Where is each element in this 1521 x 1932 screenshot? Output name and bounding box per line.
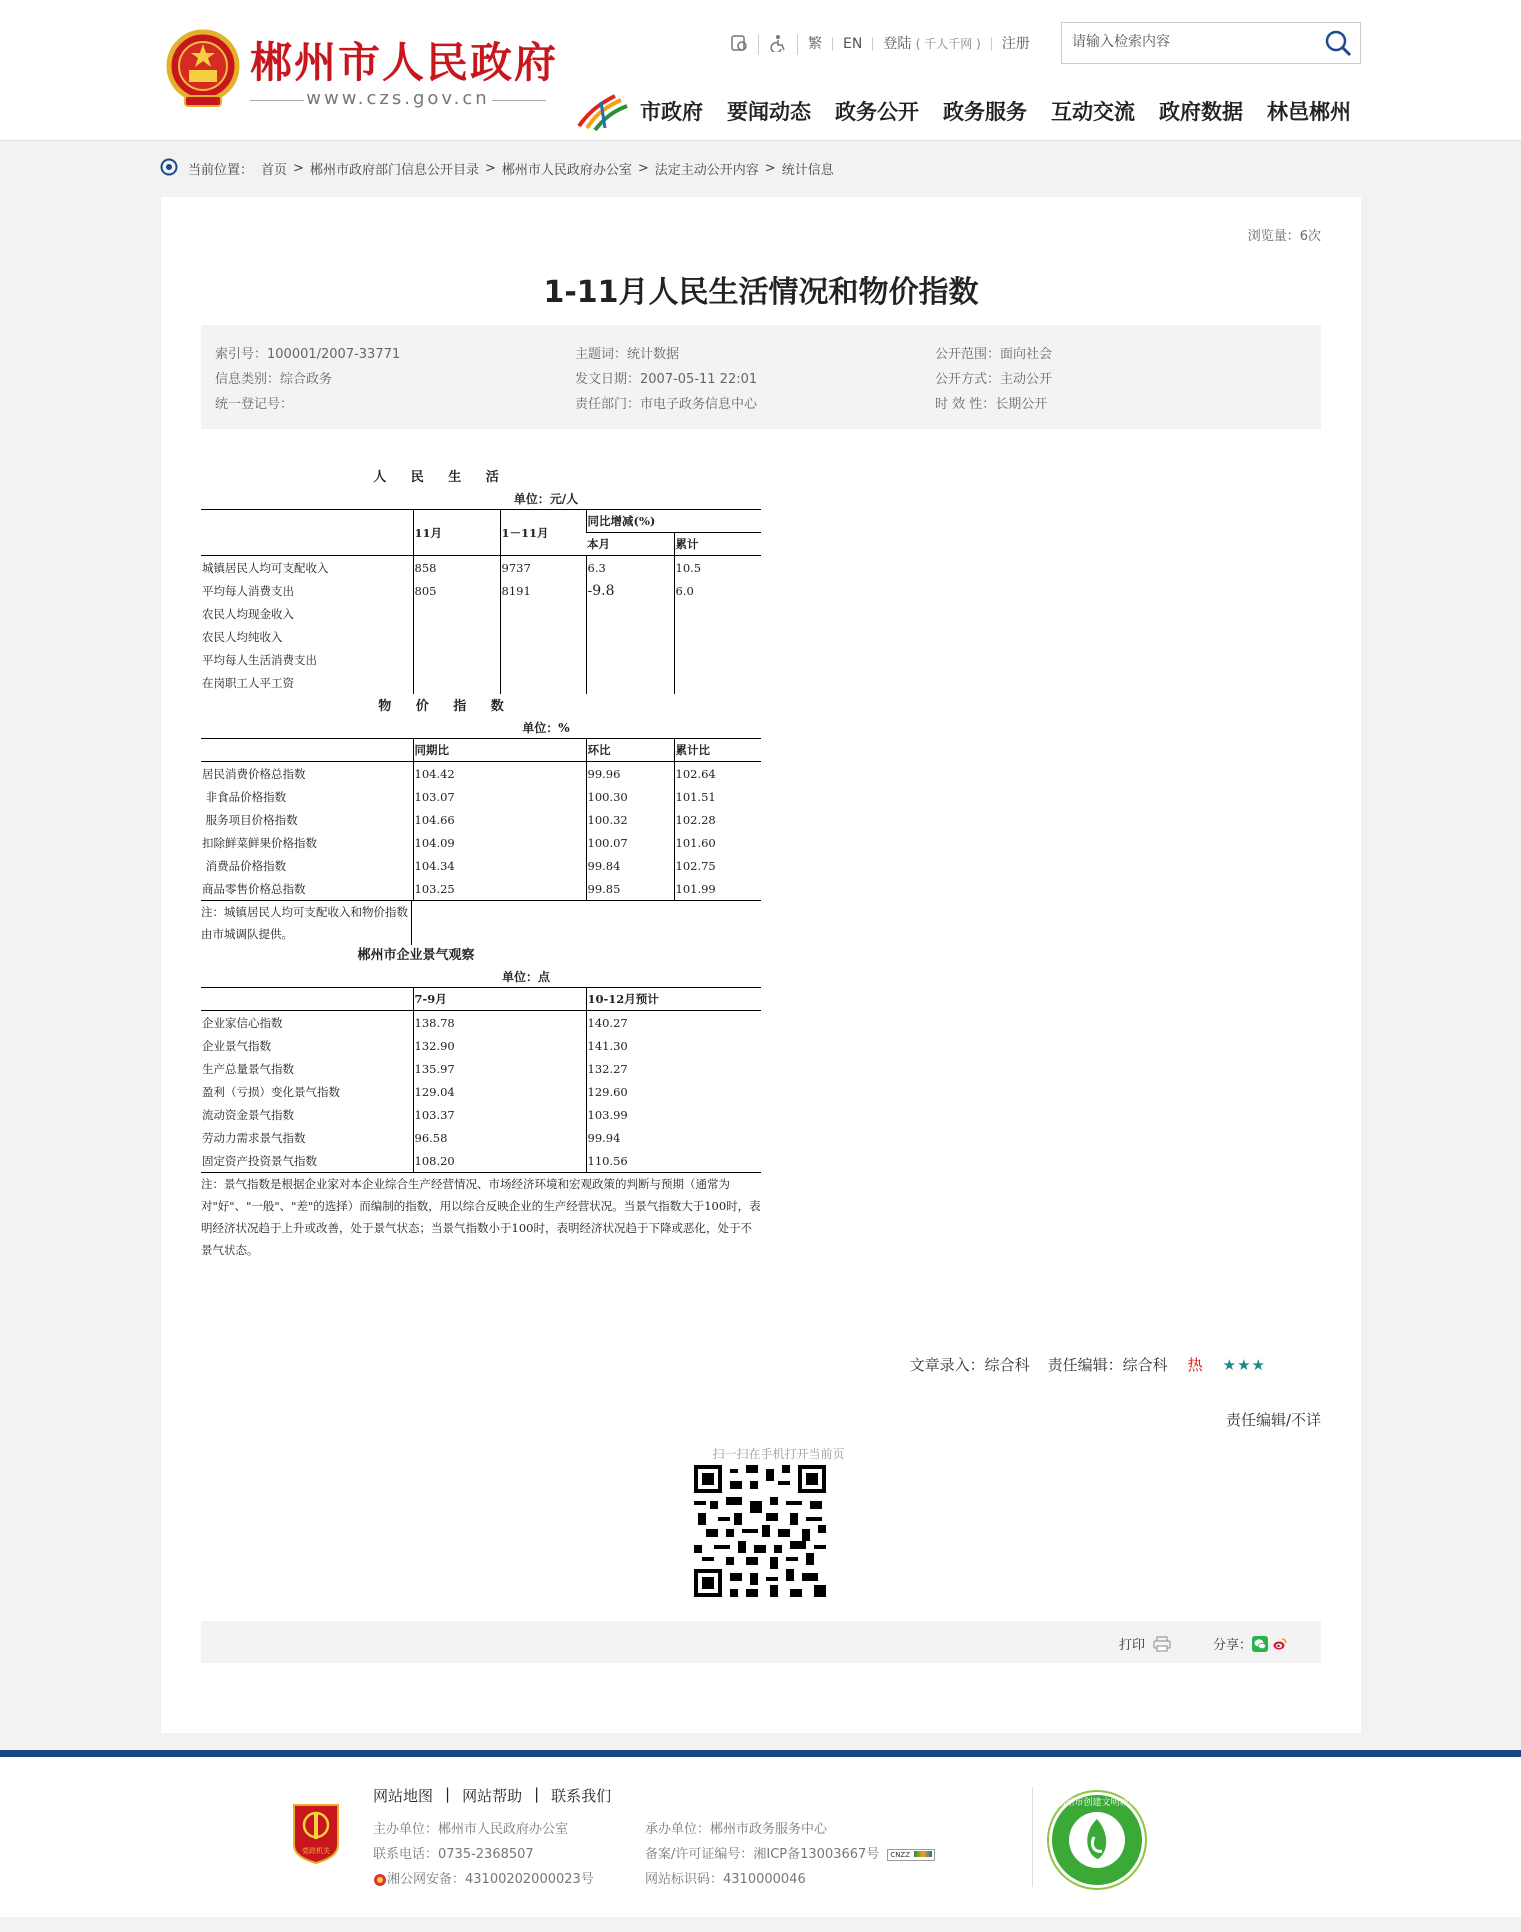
table-header-yoy: 同期比	[413, 739, 586, 762]
table-header-blank	[201, 739, 413, 762]
table-row	[201, 808, 761, 831]
row-label: 商品零售价格总指数	[201, 877, 413, 901]
footer-link-divider: |	[534, 1785, 540, 1803]
cell	[413, 625, 500, 648]
main-nav	[640, 96, 1351, 126]
table-row	[201, 831, 761, 854]
cell: 9737	[500, 556, 586, 580]
footer-undertake: 承办单位：郴州市政务服务中心	[645, 1822, 828, 1837]
cell: 129.60	[586, 1080, 761, 1103]
cell: 104.66	[413, 808, 586, 831]
breadcrumb-home[interactable]: 首页	[261, 162, 288, 178]
footer-link-help[interactable]: 网站帮助	[462, 1787, 523, 1805]
article-entry: 文章录入：综合科	[909, 1356, 1030, 1374]
seal-text: 郴州市创建文明城市	[1056, 1798, 1138, 1808]
cell: 132.27	[586, 1057, 761, 1080]
table-price-index	[201, 738, 761, 901]
table-row	[201, 671, 761, 694]
breadcrumb-separator: >	[293, 160, 304, 176]
nav-item-open-gov[interactable]: 政务公开	[835, 100, 919, 124]
site-url: www.czs.gov.cn	[250, 88, 546, 109]
wechat-icon[interactable]	[1252, 1636, 1268, 1652]
cell: 141.30	[586, 1034, 761, 1057]
cell	[500, 625, 586, 648]
footer-icp	[645, 1842, 935, 1867]
cell: 858	[413, 556, 500, 580]
row-label: 流动资金景气指数	[202, 1107, 294, 1122]
table-row	[201, 1103, 761, 1126]
table-row	[201, 1149, 761, 1173]
meta-category: 信息类别：综合政务	[215, 372, 333, 387]
nav-item-gov-data[interactable]: 政府数据	[1159, 100, 1243, 124]
cell: 100.07	[586, 831, 674, 854]
eye-care-icon	[730, 34, 748, 52]
cell: 140.27	[586, 1011, 761, 1035]
row-label: 在岗职工人平工资	[202, 675, 294, 690]
cell: 103.37	[413, 1103, 586, 1126]
nav-item-services[interactable]: 政务服务	[943, 100, 1027, 124]
cell: 96.58	[413, 1126, 586, 1149]
table-header-month: 11月	[413, 510, 500, 556]
row-label: 居民消费价格总指数	[202, 766, 306, 781]
breadcrumb-separator: >	[637, 160, 649, 176]
cell	[674, 602, 761, 625]
accessibility-link[interactable]	[759, 34, 798, 55]
row-label: 农民人均现金收入	[202, 606, 294, 621]
cell: 100.30	[586, 785, 674, 808]
footer-col-left	[373, 1817, 594, 1892]
row-label: 盈利（亏损）变化景气指数	[202, 1084, 340, 1099]
meta-date: 发文日期：2007-05-11 22:01	[575, 372, 758, 387]
meta-scope: 公开范围：面向社会	[935, 347, 1053, 362]
rating-stars: ★★★	[1222, 1355, 1266, 1374]
table-row	[201, 1057, 761, 1080]
view-count: 浏览量：6次	[1247, 229, 1321, 244]
row-label: 企业家信心指数	[202, 1015, 283, 1030]
cell: 6.0	[674, 579, 761, 602]
cell: 101.99	[674, 877, 761, 901]
table-header-q4-forecast: 10-12月预计	[586, 988, 761, 1011]
cell: 104.34	[413, 854, 586, 877]
cell: 104.09	[413, 831, 586, 854]
english-link[interactable]: EN	[833, 37, 873, 51]
table-price-index-title: 物 价 指 数	[378, 699, 514, 714]
table-row	[201, 648, 761, 671]
meta-validity: 时 效 性：长期公开	[935, 397, 1048, 412]
table-row	[201, 1034, 761, 1057]
table-row	[201, 1126, 761, 1149]
table-header-q3: 7-9月	[413, 988, 586, 1011]
traditional-chinese-link[interactable]: 繁	[798, 37, 833, 51]
cell: 8191	[500, 579, 586, 602]
article-credits	[910, 1354, 1266, 1375]
cell	[413, 648, 500, 671]
login-label[interactable]: 登陆	[883, 36, 912, 52]
cell: 10.5	[674, 556, 761, 580]
cell: 6.3	[586, 556, 674, 580]
footer-link-contact[interactable]: 联系我们	[551, 1787, 612, 1805]
article-responsible-editor: 责任编辑：综合科	[1047, 1356, 1168, 1374]
cell	[586, 625, 674, 648]
table-row	[201, 762, 761, 786]
cell: 129.04	[413, 1080, 586, 1103]
breadcrumb-catalog[interactable]: 郴州市政府部门信息公开目录	[309, 162, 479, 178]
top-toolbar	[720, 34, 1040, 54]
table-header-blank	[201, 510, 413, 556]
breadcrumb-label: 当前位置：	[188, 162, 254, 178]
print-label[interactable]: 打印	[1119, 1638, 1146, 1653]
cell: 103.25	[413, 877, 586, 901]
login-note: ( 千人千网 )	[915, 37, 981, 51]
cell	[586, 671, 674, 694]
cell: 99.96	[586, 762, 674, 786]
cnzz-label: CNZZ	[890, 1850, 911, 1859]
row-label: 农民人均纯收入	[202, 629, 283, 644]
footer-police-text[interactable]: 湘公网安备：43100202000023号	[387, 1872, 594, 1887]
register-link[interactable]: 注册	[1001, 36, 1030, 52]
table-row	[201, 854, 761, 877]
cell: 100.32	[586, 808, 674, 831]
breadcrumb-current[interactable]: 统计信息	[781, 162, 834, 178]
table-row	[201, 785, 761, 808]
row-label: 平均每人生活消费支出	[202, 652, 317, 667]
cell	[500, 671, 586, 694]
footer-icp-text[interactable]: 备案/许可证编号：湘ICP备13003667号	[645, 1847, 880, 1862]
cell: 102.28	[674, 808, 761, 831]
meta-dept: 责任部门：市电子政务信息中心	[575, 397, 758, 412]
cell	[413, 671, 500, 694]
cell	[586, 648, 674, 671]
article-panel	[161, 197, 1361, 1733]
weibo-icon[interactable]	[1272, 1636, 1288, 1652]
cell: 805	[413, 579, 500, 602]
cell: 99.94	[586, 1126, 761, 1149]
cell: 108.20	[413, 1149, 586, 1173]
cell: 102.64	[674, 762, 761, 786]
table-header-ytd: 1－11月	[500, 510, 586, 556]
location-pin-icon	[160, 158, 178, 178]
share-group	[1213, 1634, 1288, 1653]
breadcrumb-separator: >	[764, 160, 776, 176]
nav-item-linyi-chenzhou[interactable]: 林邑郴州	[1267, 100, 1351, 124]
row-label: 企业景气指数	[202, 1038, 271, 1053]
cell: 138.78	[413, 1011, 586, 1035]
meta-index-no: 索引号：100001/2007-33771	[215, 347, 401, 362]
footer-divider	[1032, 1787, 1033, 1887]
cell: 101.51	[674, 785, 761, 808]
table-people-living-unit: 单位：元/人	[513, 492, 579, 506]
cell: 99.84	[586, 854, 674, 877]
cell: 110.56	[586, 1149, 761, 1173]
print-button[interactable]	[1119, 1634, 1171, 1653]
table-header-current: 本月	[586, 533, 674, 556]
breadcrumb-statutory[interactable]: 法定主动公开内容	[654, 162, 759, 178]
row-label: 扣除鲜菜鲜果价格指数	[202, 835, 317, 850]
table-header-blank	[201, 988, 413, 1011]
cell: 99.85	[586, 877, 674, 901]
share-bar	[201, 1621, 1321, 1663]
site-header	[0, 0, 1521, 141]
cell	[586, 602, 674, 625]
table-people-living	[201, 509, 761, 694]
elder-mode-link[interactable]	[720, 34, 759, 55]
national-emblem-icon[interactable]	[165, 28, 241, 110]
table-row	[201, 602, 761, 625]
business-climate-note: 注：景气指数是根据企业家对本企业综合生产经营情况、市场经济环境和宏观政策的判断与预期（通常为对"好"、"一般"、"差"的选择）而编制的指数，用以综合反映企业的生产经营状况。当景气指数大于100时，表明经济状况趋于上升或改善，处于景气状态；当景气指数小于100时，表明经济状况趋于下降或恶化，处于不景气状态。	[201, 1177, 761, 1257]
cell	[674, 648, 761, 671]
site-footer	[0, 1750, 1521, 1917]
footer-host: 主办单位：郴州市人民政府办公室	[373, 1822, 569, 1837]
table-business-climate	[201, 987, 761, 1173]
city-logo-icon	[575, 92, 629, 132]
row-label: 劳动力需求景气指数	[202, 1130, 306, 1145]
editor-line: 责任编辑/不详	[1225, 1411, 1321, 1429]
breadcrumb-separator: >	[484, 160, 496, 176]
row-label: 固定资产投资景气指数	[201, 1149, 413, 1173]
footer-police-record[interactable]	[373, 1867, 594, 1892]
cell: -9.8	[586, 579, 674, 602]
table-row	[201, 1011, 761, 1035]
qr-caption: 扫一扫在手机打开当前页	[712, 1447, 845, 1461]
article-meta	[201, 325, 1321, 429]
cell: 132.90	[413, 1034, 586, 1057]
cell: 103.07	[413, 785, 586, 808]
cnzz-stat-icon[interactable]	[887, 1849, 935, 1861]
nav-item-interaction[interactable]: 互动交流	[1051, 100, 1135, 124]
row-label: 非食品价格指数	[202, 789, 287, 804]
footer-col-right	[645, 1817, 935, 1892]
search-input[interactable]	[1062, 23, 1312, 61]
table-business-climate-unit: 单位：点	[501, 970, 550, 984]
table-row	[201, 877, 761, 901]
party-gov-badge-icon[interactable]	[290, 1801, 342, 1865]
table-header-mom: 环比	[586, 739, 674, 762]
cell: 101.60	[674, 831, 761, 854]
police-badge-icon	[373, 1873, 387, 1887]
table-header-cumulative: 累计	[674, 533, 761, 556]
row-label: 消费品价格指数	[202, 858, 287, 873]
article-body	[201, 467, 771, 1261]
search-icon[interactable]	[1324, 29, 1352, 57]
share-label: 分享：	[1213, 1638, 1253, 1653]
cell: 102.75	[674, 854, 761, 877]
cell	[413, 602, 500, 625]
table-people-living-title: 人 民 生 活	[373, 470, 509, 485]
meta-method: 公开方式：主动公开	[935, 372, 1053, 387]
qr-code-icon	[694, 1465, 826, 1597]
table-header-cumulative: 累计比	[674, 739, 761, 762]
table-row	[201, 1080, 761, 1103]
breadcrumb-office[interactable]: 郴州市人民政府办公室	[501, 162, 632, 178]
table-row	[201, 625, 761, 648]
cell: 135.97	[413, 1057, 586, 1080]
meta-subject: 主题词：统计数据	[575, 347, 680, 362]
cell	[674, 625, 761, 648]
badge-text: 党政机关	[302, 1847, 330, 1855]
hot-label: 热	[1187, 1356, 1203, 1374]
cell	[500, 602, 586, 625]
cell	[674, 671, 761, 694]
table-header-yoy: 同比增减(%)	[586, 510, 761, 533]
table-business-climate-title: 郴州市企业景气观察	[357, 948, 475, 963]
row-label: 城镇居民人均可支配收入	[202, 560, 329, 575]
cell: 103.99	[586, 1103, 761, 1126]
price-index-note: 注：城镇居民人均可支配收入和物价指数由市城调队提供。	[201, 901, 412, 945]
footer-links	[373, 1785, 611, 1806]
table-price-index-unit: 单位：%	[522, 721, 570, 735]
login-link[interactable]	[873, 37, 991, 51]
meta-reg-no: 统一登记号：	[215, 397, 294, 412]
row-label: 服务项目价格指数	[202, 812, 298, 827]
search-box	[1061, 22, 1361, 64]
footer-site-id: 网站标识码：4310000046	[645, 1872, 806, 1887]
breadcrumb	[160, 158, 834, 178]
nav-item-news[interactable]: 要闻动态	[727, 100, 811, 124]
nav-item-city-gov[interactable]: 市政府	[640, 100, 703, 124]
printer-icon[interactable]	[1153, 1636, 1171, 1652]
site-title[interactable]: 郴州市人民政府	[250, 38, 559, 87]
cell: 104.42	[413, 762, 586, 786]
row-label: 平均每人消费支出	[202, 583, 294, 598]
civilized-city-seal-icon[interactable]	[1046, 1789, 1148, 1891]
article-title: 1-11月人民生活情况和物价指数	[543, 275, 979, 310]
table-row	[201, 579, 761, 602]
footer-phone: 联系电话：0735-2368507	[373, 1847, 534, 1862]
cell	[500, 648, 586, 671]
footer-link-sitemap[interactable]: 网站地图	[373, 1787, 434, 1805]
footer-link-divider: |	[445, 1785, 451, 1803]
row-label: 生产总量景气指数	[202, 1061, 294, 1076]
accessibility-icon	[769, 34, 787, 52]
table-row	[201, 556, 761, 580]
page-bottom-strip	[0, 1917, 1521, 1932]
